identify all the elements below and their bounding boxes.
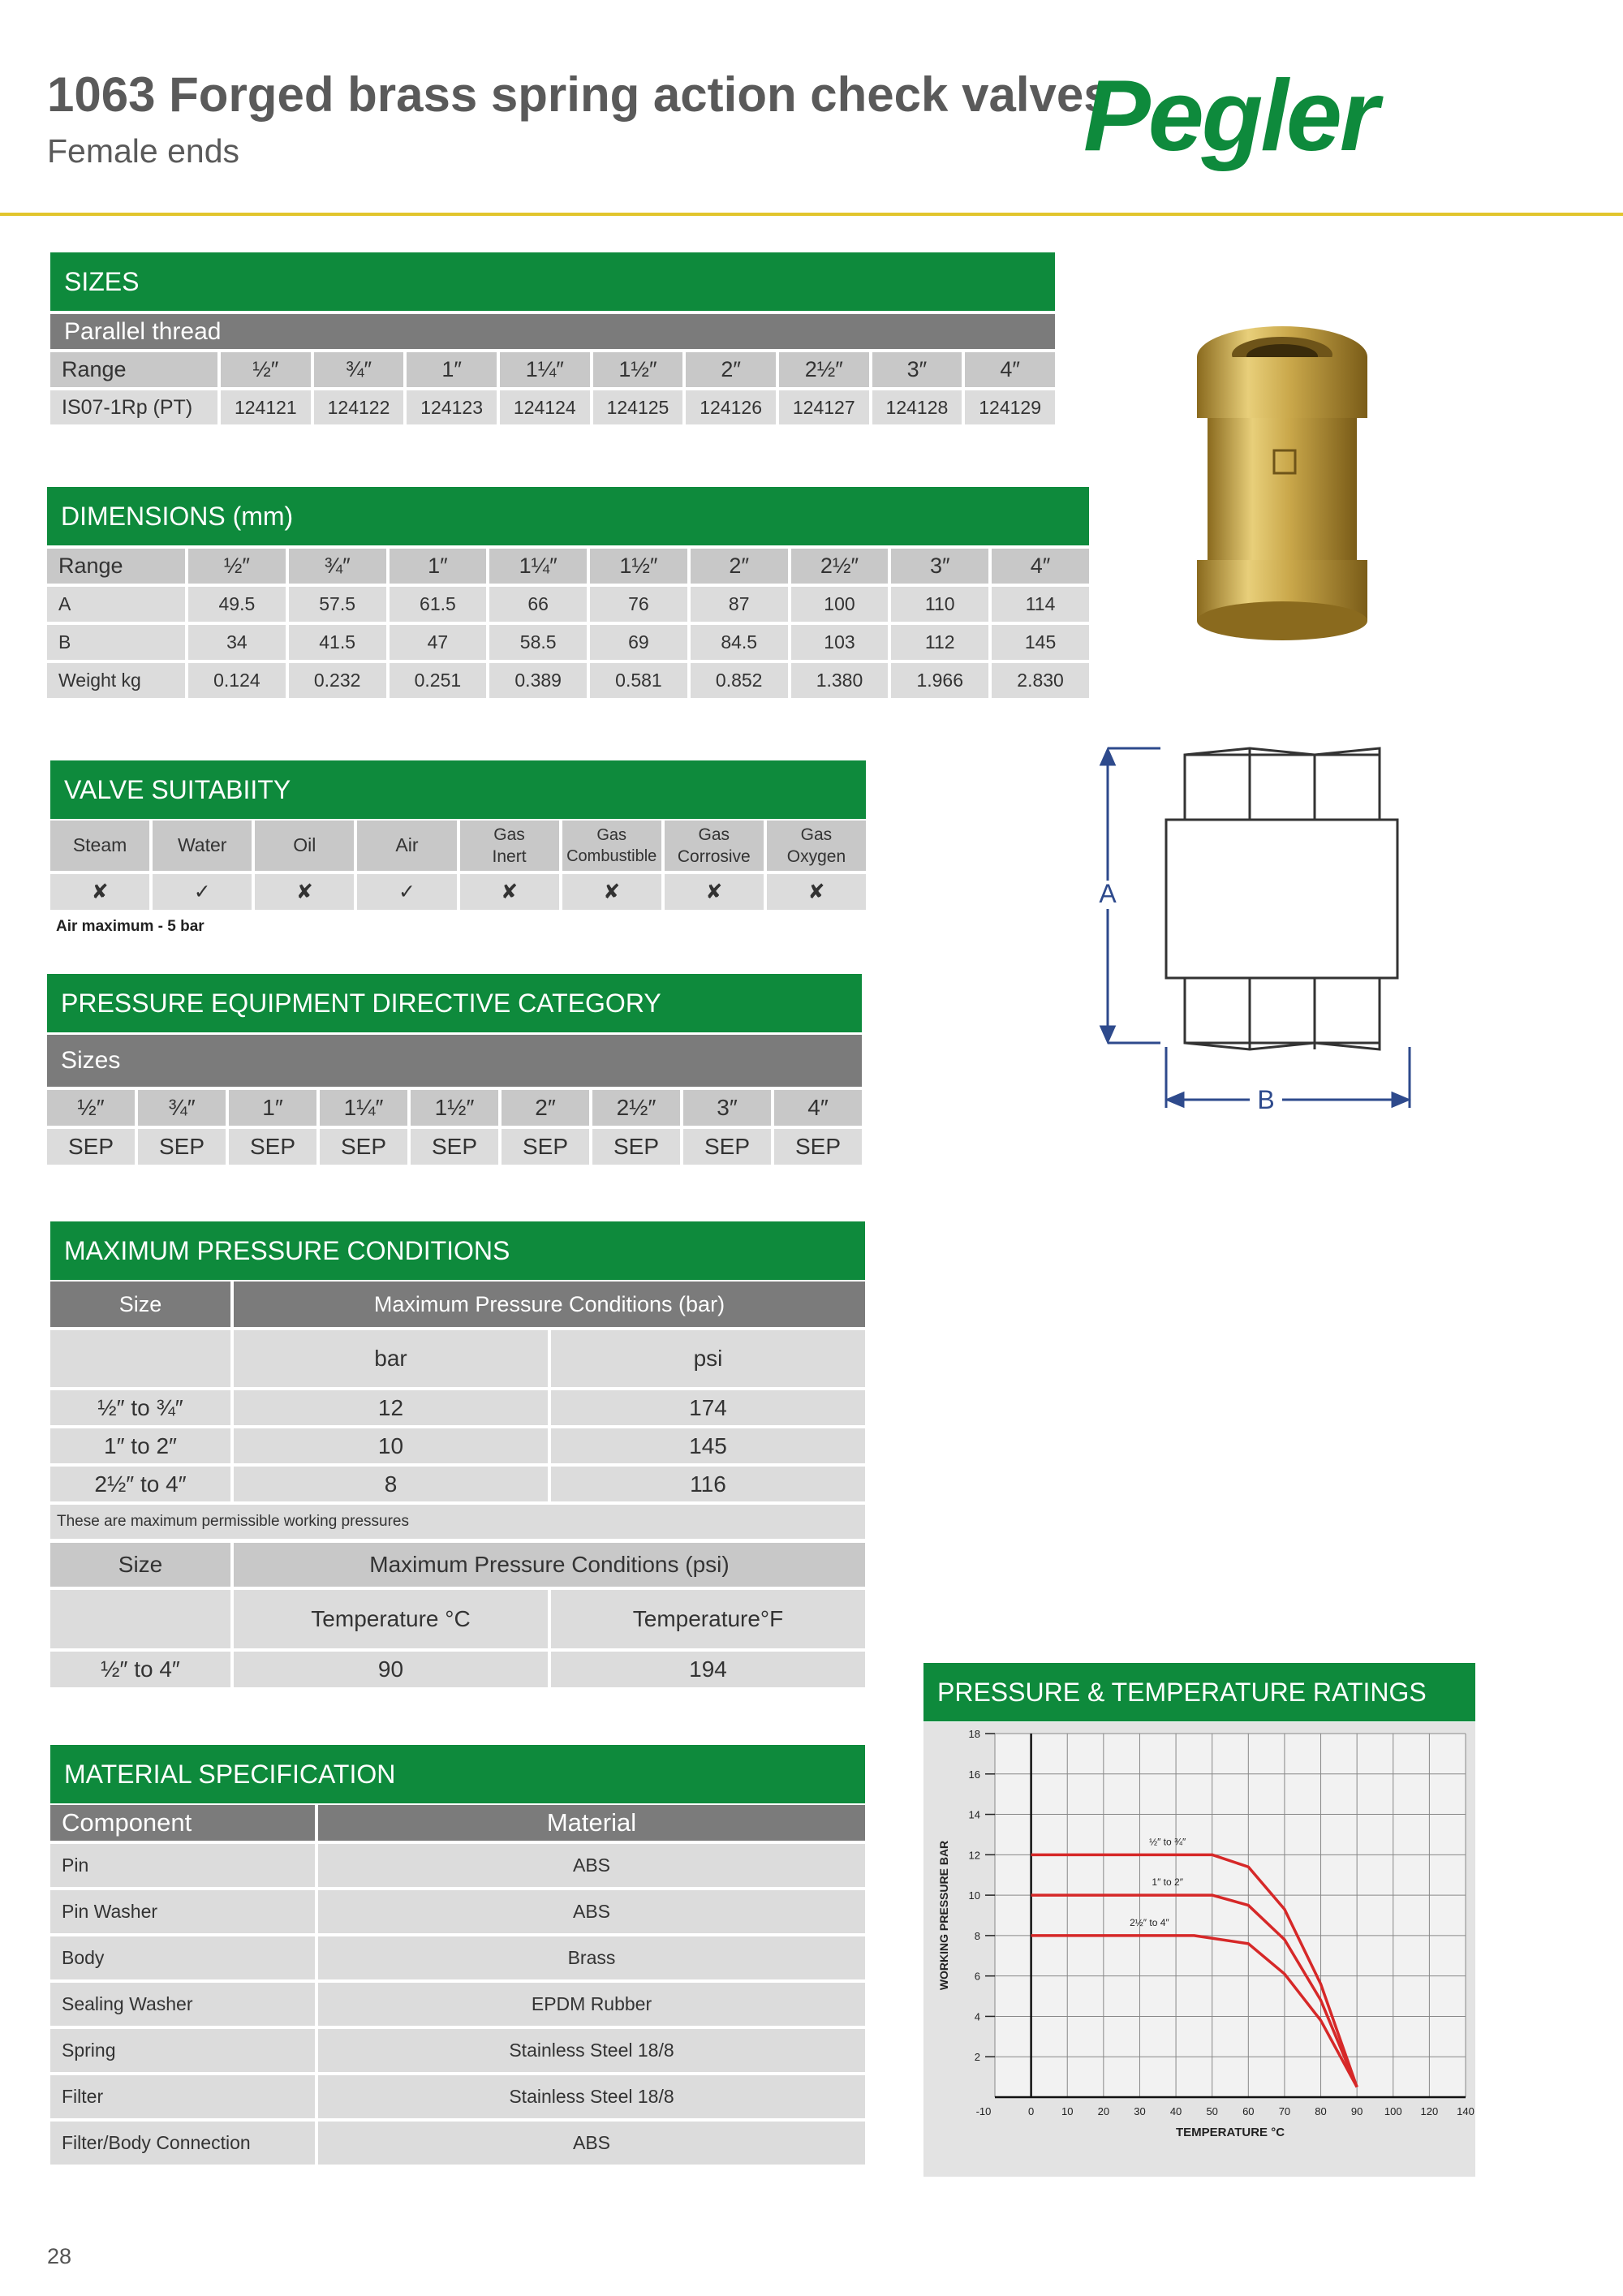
ped-category-row [47,1129,862,1165]
value-cell: 145 [992,625,1089,660]
code-cell: 124127 [779,390,869,424]
table-row [50,2075,865,2118]
component-cell: Filter [50,2075,315,2118]
sizes-subheading: Parallel thread [50,314,1055,349]
series-label: 2½″ to 4″ [1130,1916,1169,1928]
bar-header: bar [234,1330,548,1387]
size-cell: 2½″ [791,549,889,584]
cross-icon: ✘ [665,874,764,910]
value-cell: 100 [791,587,889,622]
size-cell: 1½″ [593,352,683,387]
size-cell: 2″ [686,352,776,387]
value-cell: 49.5 [188,587,286,622]
sizes-code-row [50,390,1055,424]
bar-cell: 10 [234,1428,548,1463]
value-cell: 1.966 [891,663,988,698]
code-cell: 124129 [965,390,1055,424]
material-header: Material [318,1805,865,1841]
y-tick-label: 10 [968,1889,980,1902]
sizes-heading: SIZES [50,252,1055,311]
fahrenheit-header: Temperature°F [551,1590,865,1648]
empty-cell [50,1590,230,1648]
media-cell [50,821,149,871]
size-cell: 3″ [683,1090,771,1126]
header-rule [0,213,1623,216]
table-row [50,1844,865,1887]
suitability-mark-row [50,874,866,910]
value-cell: 34 [188,625,286,660]
size-cell: ½″ to 4″ [50,1652,230,1687]
value-cell: 1.380 [791,663,889,698]
x-axis-label: TEMPERATURE °C [1175,2126,1285,2139]
size-cell: 2″ [691,549,788,584]
size-header: Size [50,1543,230,1587]
size-cell: 2½″ [592,1090,680,1126]
media-label: Steam [72,834,127,856]
series-label: ½″ to ¾″ [1149,1836,1186,1848]
table-row [47,625,1089,660]
y-tick-label: 18 [968,1728,980,1740]
plot-area [995,1734,1466,2097]
size-cell: 2½″ to 4″ [50,1467,230,1501]
size-cell: 4″ [992,549,1089,584]
size-cell: ½″ to ¾″ [50,1390,230,1425]
bar-cell: 12 [234,1390,548,1425]
check-icon: ✓ [357,874,456,910]
category-cell: SEP [592,1129,680,1165]
media-cell [767,821,866,871]
value-cell: 112 [891,625,988,660]
unit-row [50,1590,865,1648]
size-cell: 1″ to 2″ [50,1428,230,1463]
dimensions-size-row [47,549,1089,584]
code-cell: 124126 [686,390,776,424]
x-tick-label: 20 [1097,2105,1110,2117]
category-cell: SEP [774,1129,862,1165]
media-cell [255,821,354,871]
table-row [50,1428,865,1463]
table-row [47,663,1089,698]
table-title: Maximum Pressure Conditions (psi) [234,1543,865,1587]
size-cell: 1″ [407,352,497,387]
value-cell: 47 [390,625,487,660]
suitability-heading: VALVE SUITABIITY [50,760,866,819]
psi-cell: 145 [551,1428,865,1463]
empty-cell [50,1330,230,1387]
y-tick-label: 8 [974,1929,980,1942]
cross-icon: ✘ [50,874,149,910]
value-cell: 58.5 [489,625,587,660]
pegler-logo: Pegler [1083,60,1377,172]
ped-size-row [47,1090,862,1126]
media-label: Oil [293,834,316,856]
value-cell: 0.581 [590,663,687,698]
x-tick-label: 50 [1206,2105,1218,2117]
value-cell: 2.830 [992,663,1089,698]
x-tick-label: 90 [1350,2105,1363,2117]
sizes-size-row [50,352,1055,387]
row-label: Weight kg [47,663,185,698]
table-row [50,1652,865,1687]
dimension-b-label: B [1257,1085,1275,1114]
table-row [50,1467,865,1501]
x-tick-label: 120 [1420,2105,1439,2117]
x-tick-label: 140 [1457,2105,1474,2117]
value-cell: 76 [590,587,687,622]
y-tick-label: 16 [968,1768,980,1781]
ped-subheading: Sizes [47,1035,862,1087]
max-pressure-heading: MAXIMUM PRESSURE CONDITIONS [50,1221,865,1280]
table-row [47,587,1089,622]
x-tick-label: 40 [1169,2105,1182,2117]
media-sublabel: Corrosive [677,847,751,866]
unit-row [50,1330,865,1387]
size-cell: 2″ [502,1090,589,1126]
range-label: Range [47,549,185,584]
cross-icon: ✘ [255,874,354,910]
x-tick-label: 80 [1315,2105,1327,2117]
x-tick-label: 60 [1242,2105,1255,2117]
value-cell: 57.5 [289,587,386,622]
note-row [50,1505,865,1539]
psi-header: psi [551,1330,865,1387]
media-cell [357,821,456,871]
fahrenheit-cell: 194 [551,1652,865,1687]
size-cell: 3″ [872,352,962,387]
code-cell: 124125 [593,390,683,424]
ped-heading: PRESSURE EQUIPMENT DIRECTIVE CATEGORY [47,974,862,1032]
x-tick-label: 70 [1278,2105,1291,2117]
media-cell [665,821,764,871]
psi-cell: 174 [551,1390,865,1425]
value-cell: 61.5 [390,587,487,622]
code-cell: 124123 [407,390,497,424]
y-tick-label: 2 [974,2051,980,2064]
cross-icon: ✘ [562,874,661,910]
bar-cell: 8 [234,1467,548,1501]
value-cell: 0.124 [188,663,286,698]
material-cell: Stainless Steel 18/8 [318,2029,865,2072]
size-cell: 4″ [965,352,1055,387]
series-label: 1″ to 2″ [1152,1876,1183,1889]
value-cell: 0.389 [489,663,587,698]
category-cell: SEP [229,1129,316,1165]
category-cell: SEP [683,1129,771,1165]
chart-panel [923,1722,1475,2177]
size-cell: 1″ [229,1090,316,1126]
value-cell: 84.5 [691,625,788,660]
material-cell: Stainless Steel 18/8 [318,2075,865,2118]
component-cell: Body [50,1936,315,1979]
code-label: IS07-1Rp (PT) [50,390,217,424]
material-cell: Brass [318,1936,865,1979]
psi-cell: 116 [551,1467,865,1501]
x-tick-label: 100 [1384,2105,1402,2117]
material-cell: ABS [318,1890,865,1933]
size-cell: ½″ [188,549,286,584]
suitability-media-row [50,821,866,871]
component-cell: Pin [50,1844,315,1887]
valve-photo [1177,321,1396,645]
category-cell: SEP [138,1129,226,1165]
material-cell: EPDM Rubber [318,1983,865,2026]
ped-table [44,1087,865,1168]
table-row [50,2029,865,2072]
y-tick-label: 4 [974,2010,980,2023]
material-header-row [50,1805,865,1841]
media-label: Gas [493,825,525,844]
row-label: B [47,625,185,660]
range-label: Range [50,352,217,387]
category-cell: SEP [47,1129,135,1165]
value-cell: 69 [590,625,687,660]
media-label: Air [395,834,419,856]
size-cell: 1¼″ [489,549,587,584]
size-cell: ¾″ [289,549,386,584]
size-cell: ¾″ [138,1090,226,1126]
code-cell: 124128 [872,390,962,424]
table-row [50,1390,865,1425]
media-sublabel: Oxygen [786,847,846,866]
category-cell: SEP [502,1129,589,1165]
x-tick-label: 30 [1134,2105,1146,2117]
value-cell: 0.232 [289,663,386,698]
code-cell: 124121 [221,390,311,424]
material-cell: ABS [318,2122,865,2165]
component-header: Component [50,1805,315,1841]
value-cell: 110 [891,587,988,622]
row-label: A [47,587,185,622]
table-header-row [50,1282,865,1327]
material-cell: ABS [318,1844,865,1887]
size-cell: 1″ [390,549,487,584]
dimension-a-label: A [1099,879,1117,908]
size-cell: ½″ [221,352,311,387]
component-cell: Spring [50,2029,315,2072]
y-tick-label: 14 [968,1808,980,1821]
table-row [50,1936,865,1979]
x-tick-label: -10 [975,2105,992,2117]
celsius-cell: 90 [234,1652,548,1687]
y-tick-label: 6 [974,1970,980,1983]
y-tick-label: 12 [968,1849,980,1862]
category-cell: SEP [411,1129,498,1165]
media-cell [460,821,559,871]
media-cell [153,821,252,871]
value-cell: 0.852 [691,663,788,698]
material-heading: MATERIAL SPECIFICATION [50,1745,865,1803]
media-label: Gas [698,825,730,844]
media-cell [562,821,661,871]
value-cell: 66 [489,587,587,622]
code-cell: 124124 [500,390,590,424]
value-cell: 41.5 [289,625,386,660]
cross-icon: ✘ [767,874,866,910]
media-label: Water [177,834,227,856]
page-subtitle: Female ends [47,132,240,170]
value-cell: 0.251 [390,663,487,698]
component-cell: Sealing Washer [50,1983,315,2026]
size-cell: 4″ [774,1090,862,1126]
category-cell: SEP [320,1129,407,1165]
table-row [50,1983,865,2026]
size-cell: 1¼″ [500,352,590,387]
suitability-note: Air maximum - 5 bar [56,918,204,935]
value-cell: 87 [691,587,788,622]
table-header-row [50,1543,865,1587]
suitability-table [47,817,869,913]
max-pressure-temp-table [47,1540,868,1691]
media-sublabel: Combustible [566,847,657,865]
x-tick-label: 0 [1027,2105,1035,2117]
page-title: 1063 Forged brass spring action check valves [47,67,1111,122]
table-row [50,2122,865,2165]
page-number: 28 [47,2244,72,2268]
component-cell: Filter/Body Connection [50,2122,315,2165]
y-axis-label: WORKING PRESSURE BAR [937,1840,950,1991]
cross-icon: ✘ [460,874,559,910]
size-cell: 1½″ [411,1090,498,1126]
size-cell: ¾″ [314,352,404,387]
table-title: Maximum Pressure Conditions (bar) [234,1282,865,1327]
pressure-note: These are maximum permissible working pressures [50,1505,865,1539]
sizes-table [47,349,1058,428]
max-pressure-bar-table [47,1278,868,1542]
size-cell: ½″ [47,1090,135,1126]
component-cell: Pin Washer [50,1890,315,1933]
code-cell: 124122 [314,390,404,424]
pressure-temperature-chart [923,1722,1475,2177]
celsius-header: Temperature °C [234,1590,548,1648]
value-cell: 114 [992,587,1089,622]
media-sublabel: Inert [492,847,527,866]
value-cell: 103 [791,625,889,660]
size-cell: 3″ [891,549,988,584]
valve-dimension-drawing [1087,739,1428,1120]
chart-heading: PRESSURE & TEMPERATURE RATINGS [923,1663,1475,1721]
size-header: Size [50,1282,230,1327]
check-icon: ✓ [153,874,252,910]
size-cell: 1½″ [590,549,687,584]
dimensions-table [44,545,1092,701]
media-label: Gas [596,826,627,844]
size-cell: 2½″ [779,352,869,387]
x-tick-label: 10 [1061,2105,1074,2117]
dimensions-heading: DIMENSIONS (mm) [47,487,1089,545]
material-table [47,1802,868,2168]
media-label: Gas [800,825,833,844]
table-row [50,1890,865,1933]
size-cell: 1¼″ [320,1090,407,1126]
